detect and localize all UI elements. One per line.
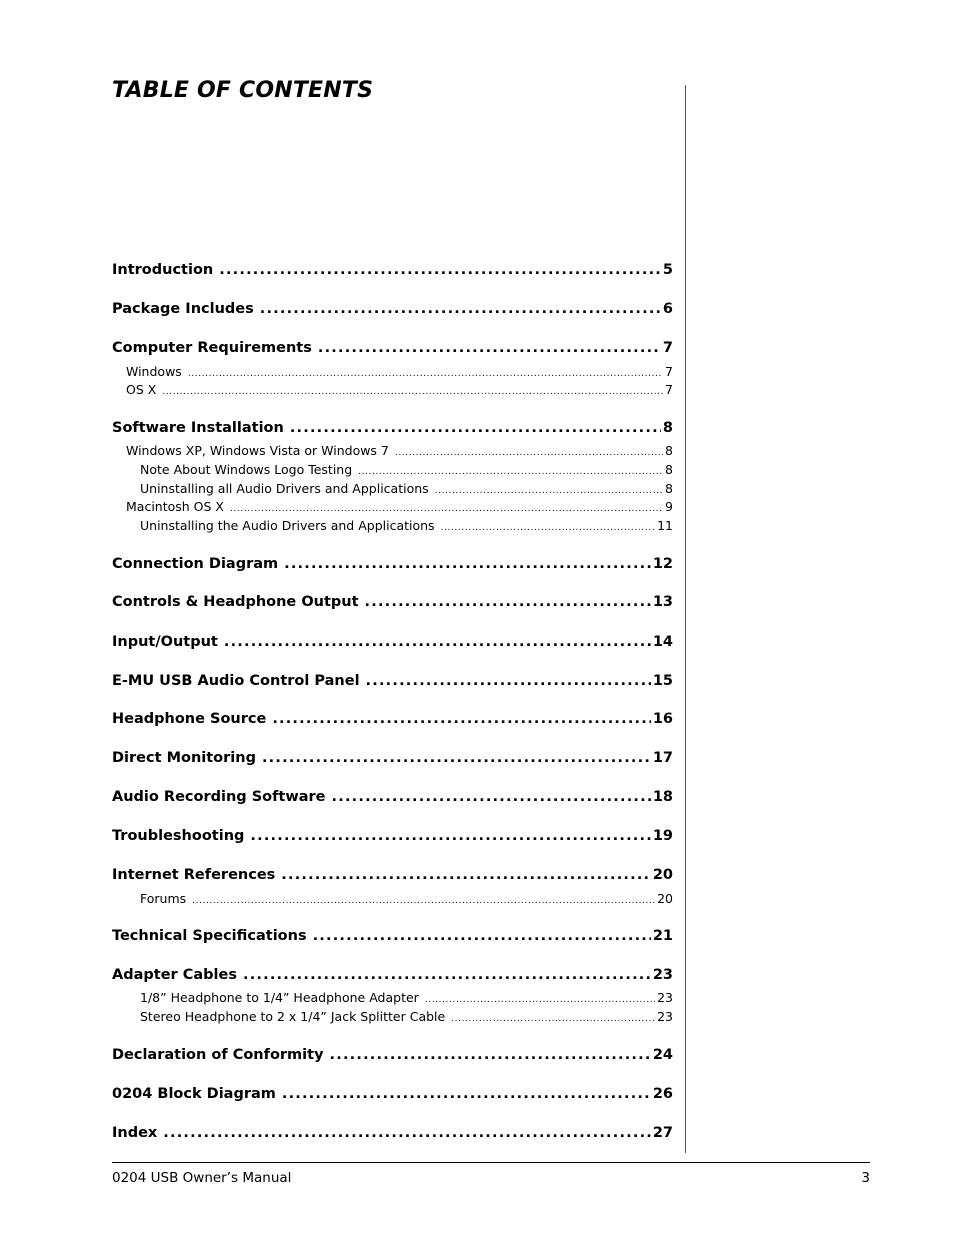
toc-entry[interactable] <box>112 867 673 885</box>
footer-manual-title: 0204 USB Owner’s Manual <box>112 1170 292 1186</box>
toc-entry-page: 12 <box>652 556 673 572</box>
dot-leader <box>282 1086 651 1102</box>
toc-entry-label: Internet References <box>112 867 276 883</box>
toc-subentry[interactable] <box>112 481 673 497</box>
toc-entry[interactable] <box>112 1047 673 1065</box>
toc-entry[interactable] <box>112 711 673 729</box>
toc-entry-label: Direct Monitoring <box>112 750 256 766</box>
toc-entry[interactable] <box>112 928 673 946</box>
dot-leader <box>281 867 651 883</box>
toc-entry-label: Introduction <box>112 262 214 278</box>
toc-entry[interactable] <box>112 556 673 574</box>
dot-leader <box>313 928 651 944</box>
toc-entry-label: Stereo Headphone to 2 x 1/4” Jack Splitter Cable <box>140 1009 446 1024</box>
toc-entry-label: Audio Recording Software <box>112 789 326 805</box>
toc-entry[interactable] <box>112 1086 673 1104</box>
toc-entry-label: Technical Specifications <box>112 928 307 944</box>
toc-entry-label: Declaration of Conformity <box>112 1047 324 1063</box>
vertical-divider <box>685 85 686 1153</box>
toc-entry-page: 23 <box>657 1009 673 1024</box>
toc-entry-page: 26 <box>652 1086 673 1102</box>
toc-entry-label: Index <box>112 1125 158 1141</box>
toc-entry-label: OS X <box>126 382 157 397</box>
toc-subentry[interactable] <box>112 518 673 534</box>
toc-entry-label: Uninstalling all Audio Drivers and Applications <box>140 481 429 496</box>
toc-entry[interactable] <box>112 967 673 985</box>
dot-leader <box>260 301 661 317</box>
toc-entry[interactable] <box>112 340 673 358</box>
toc-entry-page: 13 <box>652 594 673 610</box>
dot-leader <box>224 634 651 650</box>
dot-leader <box>451 1014 655 1024</box>
toc-entry-label: Input/Output <box>112 634 218 650</box>
dot-leader <box>219 262 661 278</box>
toc-entry-label: Troubleshooting <box>112 828 245 844</box>
toc-entry-page: 19 <box>652 828 673 844</box>
dot-leader <box>192 896 655 906</box>
dot-leader <box>272 711 651 727</box>
dot-leader <box>332 789 651 805</box>
toc-entry-page: 8 <box>665 462 673 477</box>
toc-entry-label: Controls & Headphone Output <box>112 594 359 610</box>
dot-leader <box>358 467 663 477</box>
toc-entry-page: 6 <box>662 301 673 317</box>
toc-entry-page: 7 <box>665 382 673 397</box>
dot-leader <box>243 967 651 983</box>
toc-entry-label: 1/8” Headphone to 1/4” Headphone Adapter <box>140 990 419 1005</box>
toc-entry-page: 7 <box>662 340 673 356</box>
toc-entry-label: Forums <box>140 891 187 906</box>
dot-leader <box>395 448 663 458</box>
toc-entry-page: 8 <box>665 443 673 458</box>
toc-entry-label: Windows XP, Windows Vista or Windows 7 <box>126 443 389 458</box>
toc-subentry[interactable] <box>112 462 673 478</box>
toc-entry-page: 18 <box>652 789 673 805</box>
toc-subentry[interactable] <box>112 1009 673 1025</box>
dot-leader <box>162 387 663 397</box>
toc-entry-page: 16 <box>652 711 673 727</box>
toc-entry-label: Package Includes <box>112 301 254 317</box>
toc-entry-label: E-MU USB Audio Control Panel <box>112 673 360 689</box>
toc-entry-label: Note About Windows Logo Testing <box>140 462 353 477</box>
toc-entry[interactable] <box>112 1125 673 1143</box>
dot-leader <box>250 828 650 844</box>
toc-entry-label: 0204 Block Diagram <box>112 1086 276 1102</box>
toc-entry-page: 7 <box>665 364 673 379</box>
toc-entry-page: 24 <box>652 1047 673 1063</box>
dot-leader <box>163 1125 651 1141</box>
toc-entry-page: 5 <box>662 262 673 278</box>
toc-entry-page: 23 <box>657 990 673 1005</box>
toc-entry-page: 21 <box>652 928 673 944</box>
toc-entry-label: Adapter Cables <box>112 967 237 983</box>
toc-subentry[interactable] <box>112 382 673 398</box>
toc-entry-label: Macintosh OS X <box>126 499 224 514</box>
dot-leader <box>365 594 651 610</box>
toc-entry[interactable] <box>112 262 673 280</box>
toc-subentry[interactable] <box>112 891 673 907</box>
toc-subentry[interactable] <box>112 443 673 459</box>
dot-leader <box>262 750 651 766</box>
toc-entry[interactable] <box>112 634 673 652</box>
toc-entry-label: Software Installation <box>112 420 284 436</box>
toc-entry-page: 20 <box>652 867 673 883</box>
page-title: TABLE OF CONTENTS <box>112 78 374 103</box>
toc-entry[interactable] <box>112 420 673 438</box>
toc-entry-label: Computer Requirements <box>112 340 312 356</box>
dot-leader <box>425 995 655 1005</box>
toc-entry-page: 9 <box>665 499 673 514</box>
toc-entry[interactable] <box>112 750 673 768</box>
dot-leader <box>318 340 661 356</box>
dot-leader <box>290 420 661 436</box>
toc-entry[interactable] <box>112 594 673 612</box>
toc-entry-page: 8 <box>662 420 673 436</box>
toc-subentry[interactable] <box>112 990 673 1006</box>
toc-entry-page: 23 <box>652 967 673 983</box>
dot-leader <box>366 673 651 689</box>
toc-subentry[interactable] <box>112 364 673 380</box>
toc-entry-label: Connection Diagram <box>112 556 279 572</box>
toc-entry-label: Uninstalling the Audio Drivers and Applications <box>140 518 435 533</box>
footer-page-number: 3 <box>861 1170 870 1186</box>
toc-entry-page: 15 <box>652 673 673 689</box>
toc-entry-page: 14 <box>652 634 673 650</box>
toc-entry-page: 20 <box>657 891 673 906</box>
toc-entry[interactable] <box>112 301 673 319</box>
toc-subentry[interactable] <box>112 499 673 515</box>
toc-entry[interactable] <box>112 828 673 846</box>
toc-entry-page: 17 <box>652 750 673 766</box>
toc-entry-label: Headphone Source <box>112 711 267 727</box>
toc-entry-page: 11 <box>657 518 673 533</box>
dot-leader <box>330 1047 651 1063</box>
toc-entry-page: 27 <box>652 1125 673 1141</box>
toc-entry[interactable] <box>112 673 673 691</box>
dot-leader <box>441 523 656 533</box>
toc-entry[interactable] <box>112 789 673 807</box>
dot-leader <box>284 556 651 572</box>
dot-leader <box>230 504 663 514</box>
dot-leader <box>435 486 663 496</box>
toc-entry-label: Windows <box>126 364 182 379</box>
dot-leader <box>188 369 663 379</box>
footer-rule <box>112 1162 870 1163</box>
toc-entry-page: 8 <box>665 481 673 496</box>
